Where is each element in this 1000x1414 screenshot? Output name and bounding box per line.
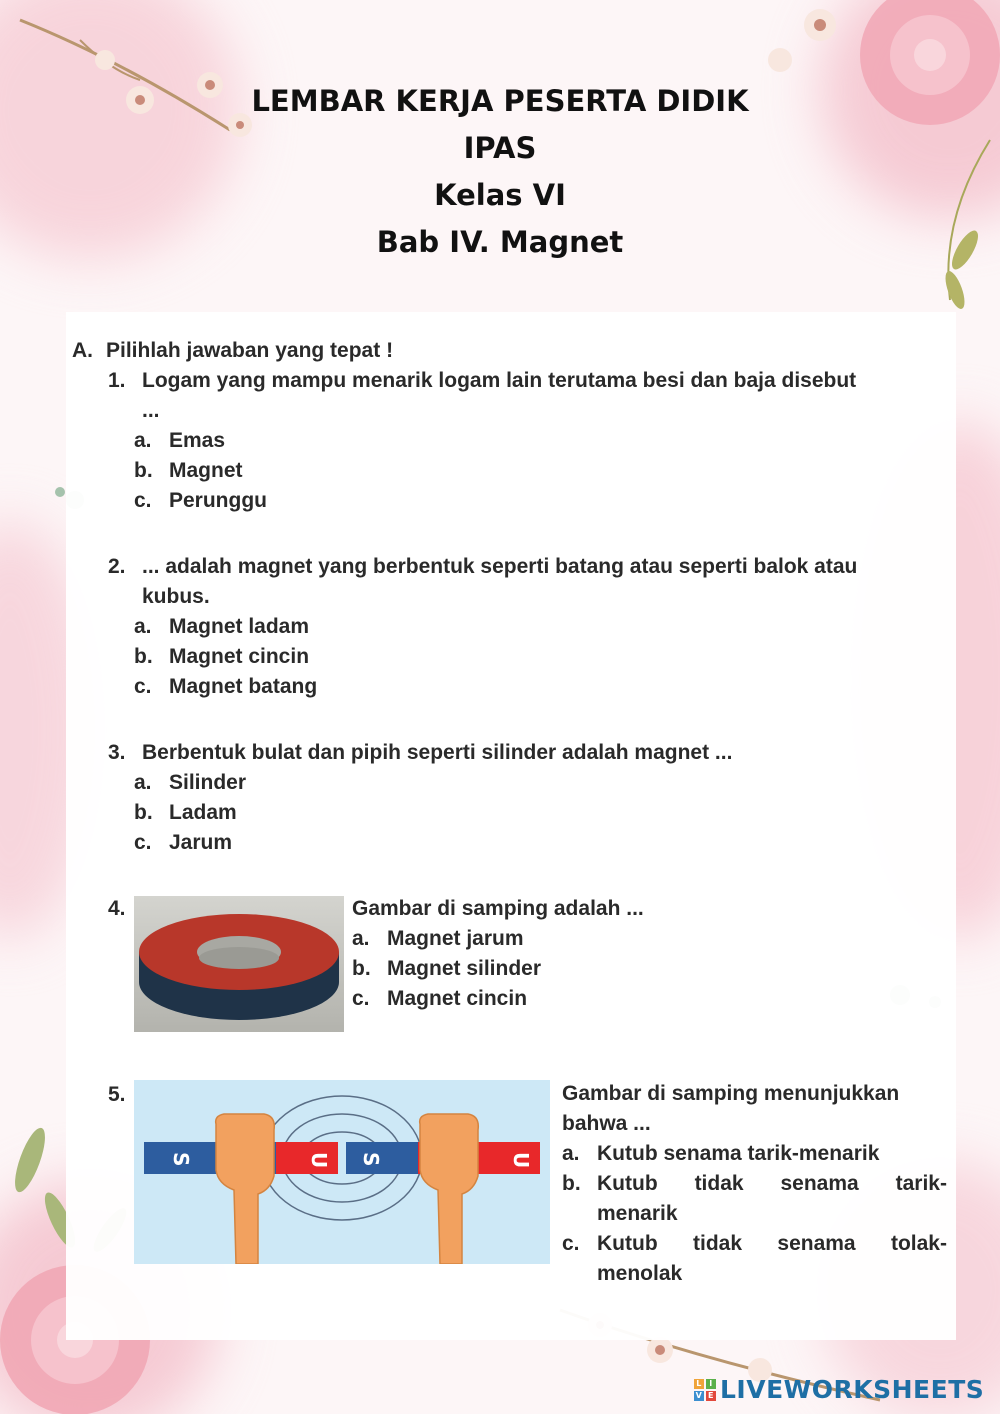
section-instruction: Pilihlah jawaban yang tepat ! (106, 339, 394, 362)
question-5-number: 5. (108, 1083, 126, 1106)
logo-text: LIVEWORKSHEETS (720, 1375, 985, 1404)
pole-label-u1: U (307, 1152, 331, 1169)
option-b[interactable]: b. Magnet silinder (352, 957, 542, 980)
question-number: 2. (108, 555, 126, 578)
option-b[interactable]: b. Kutub tidak senama tarik- menarik (562, 1172, 947, 1225)
question-number: 3. (108, 741, 126, 764)
option-c[interactable]: c. Jarum (134, 831, 233, 854)
pole-label-u2: U (509, 1152, 533, 1169)
question-text-continued: kubus. (142, 585, 210, 608)
option-a[interactable]: a. Magnet ladam (134, 615, 310, 638)
option-c[interactable]: c. Magnet cincin (352, 987, 528, 1010)
question-5 (562, 1079, 947, 1289)
ring-magnet-image (134, 896, 344, 1032)
section-heading (72, 336, 393, 366)
question-3 (108, 738, 958, 858)
question-text: Logam yang mampu menarik logam lain terutama besi dan baja disebut (142, 369, 857, 392)
bar-magnets-image (134, 1080, 550, 1264)
page-title (0, 78, 1000, 266)
question-number: 1. (108, 369, 126, 392)
title-line-3: Kelas VI (434, 178, 566, 212)
question-text: ... adalah magnet yang berbentuk seperti batang atau seperti balok atau (142, 555, 858, 578)
question-2 (108, 552, 958, 702)
question-4 (352, 894, 752, 1014)
pole-label-s1: S (169, 1152, 193, 1167)
option-b[interactable]: b. Ladam (134, 801, 237, 824)
option-c[interactable]: c. Magnet batang (134, 675, 318, 698)
question-text: Gambar di samping adalah ... (352, 897, 644, 920)
title-line-4: Bab IV. Magnet (376, 225, 624, 259)
question-text: Gambar di samping menunjukkan (562, 1082, 900, 1105)
liveworksheets-logo[interactable] (694, 1375, 984, 1404)
option-c[interactable]: c. Perunggu (134, 489, 267, 512)
question-text-continued: ... (142, 399, 160, 422)
question-text: Berbentuk bulat dan pipih seperti silinder adalah magnet ... (142, 741, 733, 764)
title-line-1: LEMBAR KERJA PESERTA DIDIK (251, 84, 749, 118)
question-text-continued: bahwa ... (562, 1112, 651, 1135)
option-a[interactable]: a. Magnet jarum (352, 927, 524, 950)
pole-label-s2: S (359, 1152, 383, 1167)
option-b[interactable]: b. Magnet (134, 459, 243, 482)
section-label: A. (72, 339, 93, 362)
option-a[interactable]: a. Silinder (134, 771, 247, 794)
question-4-number: 4. (108, 897, 126, 920)
option-a[interactable]: a. Kutub senama tarik-menarik (562, 1142, 880, 1165)
question-1 (108, 366, 958, 516)
option-a[interactable]: a. Emas (134, 429, 226, 452)
logo-icon: L I V E (694, 1379, 716, 1401)
option-b[interactable]: b. Magnet cincin (134, 645, 310, 668)
option-c[interactable]: c. Kutub tidak senama tolak- menolak (562, 1232, 947, 1285)
title-line-2: IPAS (463, 131, 537, 165)
